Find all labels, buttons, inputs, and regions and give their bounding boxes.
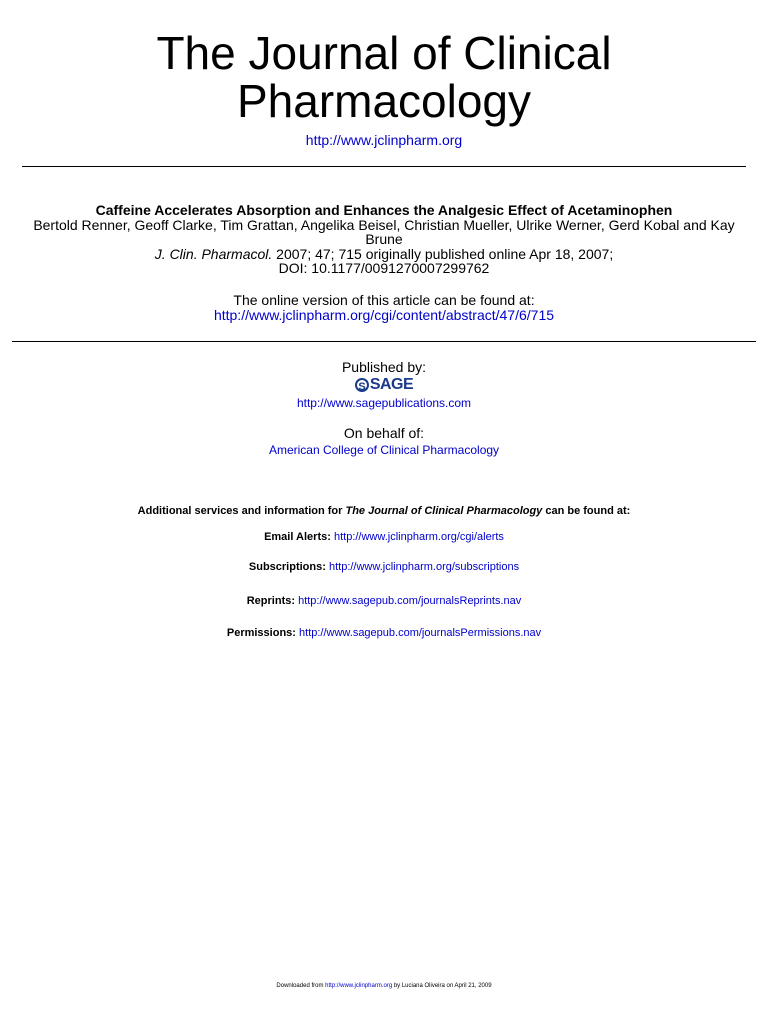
reprints-link[interactable]: http://www.sagepub.com/journalsReprints.nav xyxy=(298,595,522,607)
sage-logo-text: SAGE xyxy=(369,376,414,393)
email-alerts-link[interactable]: http://www.jclinpharm.org/cgi/alerts xyxy=(333,531,504,543)
citation-journal: J. Clin. Pharmacol. xyxy=(154,246,273,262)
citation-details: 2007; 47; 715 originally published online Apr 18, 2007; xyxy=(272,246,614,262)
article-authors-line1: Bertold Renner, Geoff Clarke, Tim Grattan, Angelika Beisel, Christian Mueller, Ulrike Werner, Gerd Kobal and Kay xyxy=(33,217,735,233)
article-doi: DOI: 10.1177/0091270007299762 xyxy=(278,260,490,276)
download-footer xyxy=(0,982,768,990)
journal-url-link[interactable]: http://www.jclinpharm.org xyxy=(305,132,463,148)
top-divider xyxy=(22,166,746,167)
published-by-label: Published by: xyxy=(341,359,427,375)
subscriptions-link[interactable]: http://www.jclinpharm.org/subscriptions xyxy=(328,561,520,573)
footer-pre: Downloaded from xyxy=(276,983,326,989)
service-label: Reprints: xyxy=(246,595,296,607)
publisher-url-link[interactable]: http://www.sagepublications.com xyxy=(296,396,472,410)
services-intro-post: can be found at: xyxy=(542,505,631,517)
middle-divider xyxy=(12,341,756,342)
footer-post: by Luciana Oliveira on April 21, 2009 xyxy=(392,983,492,989)
services-intro-pre: Additional services and information for xyxy=(137,505,346,517)
online-version-link[interactable]: http://www.jclinpharm.org/cgi/content/abstract/47/6/715 xyxy=(213,307,555,323)
article-authors-line2: Brune xyxy=(365,231,403,247)
service-label: Permissions: xyxy=(226,627,296,639)
journal-title-line1: The Journal of Clinical xyxy=(156,27,612,79)
service-label: Email Alerts: xyxy=(264,531,331,543)
permissions-link[interactable]: http://www.sagepub.com/journalsPermissions.nav xyxy=(299,627,542,639)
behalf-org-link[interactable]: American College of Clinical Pharmacology xyxy=(268,443,500,457)
service-subscriptions xyxy=(0,561,768,574)
service-reprints xyxy=(0,595,768,608)
footer-link[interactable]: http://www.jclinpharm.org xyxy=(325,983,393,989)
sage-s-icon: S xyxy=(355,378,369,392)
service-label: Subscriptions: xyxy=(248,561,326,573)
online-version-label: The online version of this article can be found at: xyxy=(233,292,535,308)
services-intro xyxy=(0,505,768,518)
on-behalf-label: On behalf of: xyxy=(343,425,425,441)
sage-logo xyxy=(0,376,768,395)
journal-title-line2: Pharmacology xyxy=(236,75,532,127)
services-intro-journal: The Journal of Clinical Pharmacology xyxy=(345,505,543,517)
service-permissions xyxy=(0,627,768,640)
service-email-alerts xyxy=(0,531,768,544)
article-title: Caffeine Accelerates Absorption and Enhances the Analgesic Effect of Acetaminophen xyxy=(95,202,673,218)
